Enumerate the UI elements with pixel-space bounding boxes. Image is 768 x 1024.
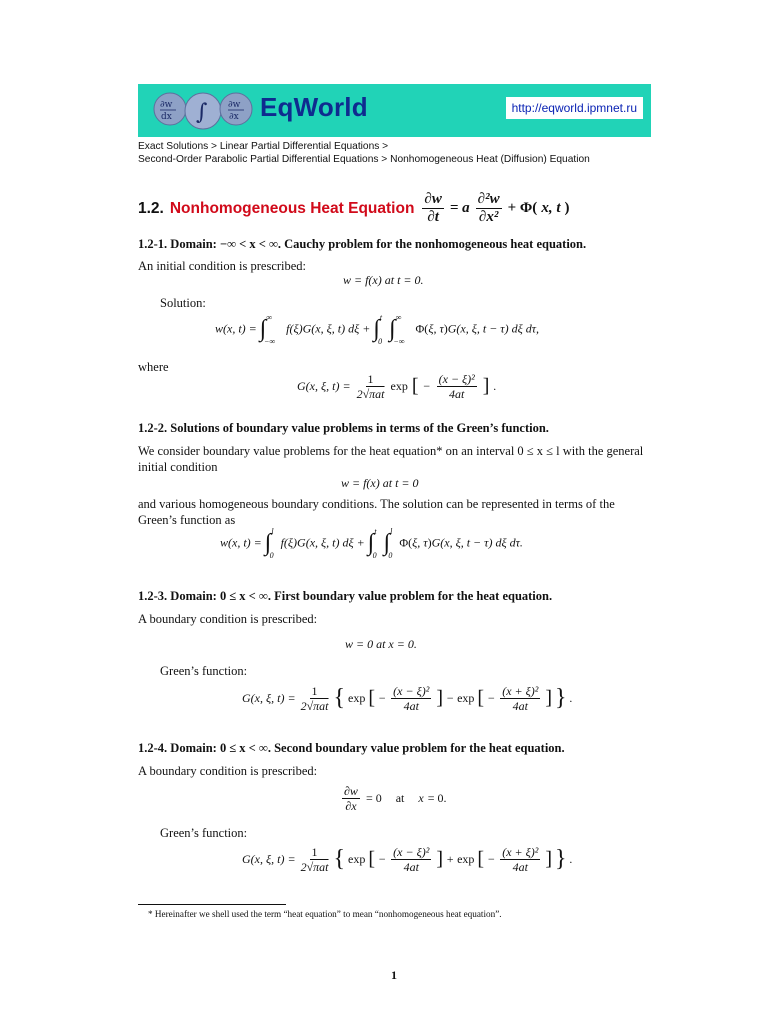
heading-1-2-2: 1.2-2. Solutions of boundary value problems in terms of the Green’s function. (138, 421, 549, 435)
breadcrumb-line-2[interactable]: Second-Order Parabolic Partial Differential Equations > Nonhomogeneous Heat (Diffusion) Equation (138, 154, 590, 165)
s123-green-formula: G(x, ξ, t) = $\frac{1}{\text{2√πat}}$ { exp [ − $\frac{\text{(x − ξ)²}}{4at}$ ] − exp [ − $\frac{\text{(x + ξ)²}}{4at}$ ] } . (242, 684, 573, 713)
s123-condition: w = 0 at x = 0. (345, 637, 417, 651)
s122-para2-line2: Green’s function as (138, 513, 236, 527)
svg-text:∂w: ∂w (228, 100, 241, 110)
s124-green-formula: G(x, ξ, t) = $\frac{1}{\text{2√πat}}$ { exp [ − $\frac{\text{(x − ξ)²}}{4at}$ ] + exp [ − $\frac{\text{(x + ξ)²}}{4at}$ ] } . (242, 845, 573, 874)
page-number: 1 (391, 968, 397, 982)
s124-condition: $\frac{\partial w}{\partial x}$ = 0 at x = 0. (344, 784, 447, 813)
svg-text:∂w: ∂w (160, 100, 173, 110)
s122-green-formula: w(x, t) = ∫$^l_0$ f(ξ)G(x, ξ, t) dξ + ∫$^t_0$ ∫$^l_0$ Φ(ξ, τ)G(x, ξ, t − τ) dξ dτ. (220, 527, 523, 561)
breadcrumb-line-1[interactable]: Exact Solutions > Linear Partial Differential Equations > (138, 141, 389, 152)
s122-para1-line2: initial condition (138, 460, 218, 474)
section-equation: $\frac{\partial w}{\partial t}$ = a $\frac{\text{∂²w}}{\text{∂x²}}$ + Φ( x, t ) (424, 191, 570, 225)
s122-condition: w = f(x) at t = 0 (341, 476, 419, 490)
site-url-link[interactable]: http://eqworld.ipmnet.ru (506, 97, 643, 119)
section-number: 1.2. (138, 199, 164, 217)
heading-1-2-4: 1.2-4. Domain: 0 ≤ x < ∞. Second boundary value problem for the heat equation. (138, 741, 565, 755)
svg-text:∂x: ∂x (229, 112, 239, 122)
s122-para1-line1: We consider boundary value problems for the heat equation* on an interval 0 ≤ x ≤ l with the general (138, 444, 644, 458)
s124-intro: A boundary condition is prescribed: (138, 764, 318, 778)
s122-para2-line1: and various homogeneous boundary conditions. The solution can be represented in terms of the (138, 497, 615, 511)
svg-text:dx: dx (161, 112, 172, 122)
s123-intro: A boundary condition is prescribed: (138, 612, 318, 626)
heading-1-2-3: 1.2-3. Domain: 0 ≤ x < ∞. First boundary value problem for the heat equation. (138, 589, 553, 603)
eqworld-logo-icon (148, 89, 258, 133)
breadcrumb (138, 140, 698, 166)
s121-intro: An initial condition is prescribed: (138, 259, 307, 273)
section-title (138, 192, 569, 225)
s123-green-label: Green’s function: (160, 664, 248, 678)
eqworld-banner (138, 84, 651, 137)
s121-where-label: where (138, 360, 169, 374)
heading-1-2-1: 1.2-1. Domain: −∞ < x < ∞. Cauchy problem for the nonhomogeneous heat equation. (138, 237, 587, 251)
section-name: Nonhomogeneous Heat Equation (169, 199, 415, 217)
s121-condition: w = f(x) at t = 0. (343, 273, 424, 287)
s121-solution-formula: w(x, $t) = \int^\infty_{-\infty}$ f(ξ)G(x, ξ, t) dξ + ∫$^t_0$ $\int^\infty_{-\infty}$ Φ(ξ, τ)G(x, ξ, t − τ) dξ dτ, (215, 313, 540, 347)
svg-text:∫: ∫ (196, 100, 208, 125)
footnote: * Hereinafter we shell used the term “heat equation” to mean “nonhomogeneous heat equation”. (148, 909, 502, 919)
s124-green-label: Green’s function: (160, 826, 248, 840)
s121-g-definition: G(x, ξ, t) = $\frac{1}{\text{2√πat}}$ exp [ − $\frac{\text{(x − ξ)²}}{4at}$ ] . (297, 372, 497, 401)
s121-solution-label: Solution: (160, 296, 206, 310)
brand-title: EqWorld (260, 92, 368, 122)
footnote-divider (138, 904, 286, 905)
